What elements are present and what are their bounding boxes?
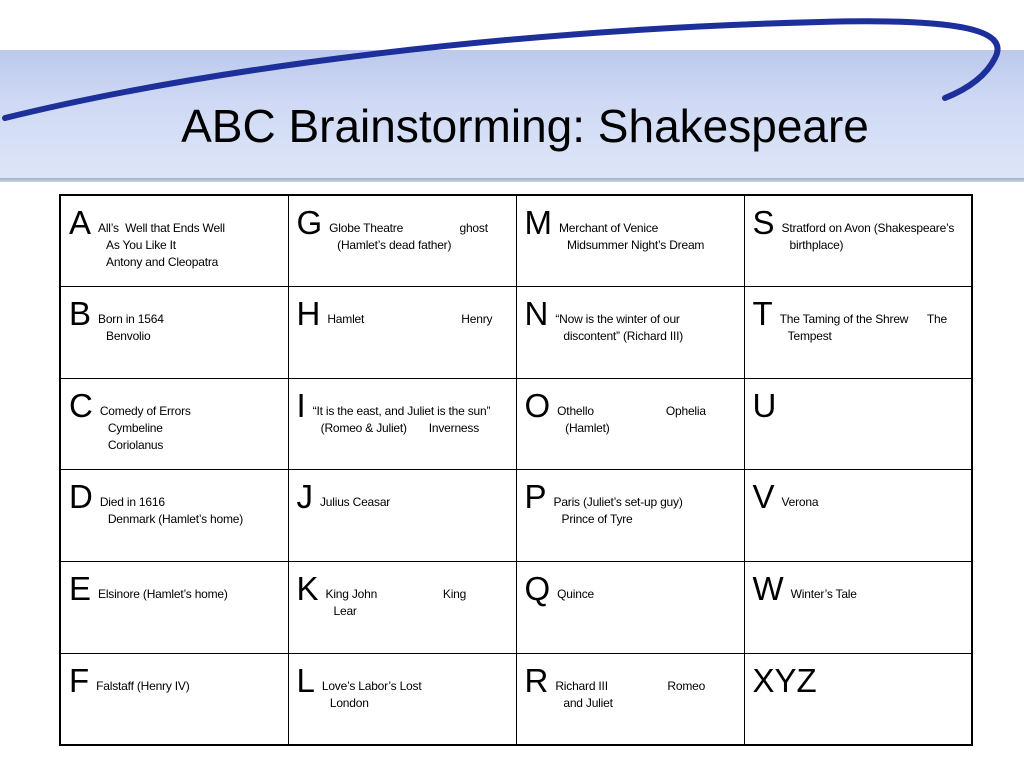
cell-content xyxy=(69,572,282,606)
cell-content xyxy=(752,386,966,424)
title-band-divider xyxy=(0,178,1024,182)
cell-entry-line: (Hamlet) xyxy=(565,420,610,435)
grid-cell xyxy=(516,562,744,654)
grid-row xyxy=(60,653,972,745)
grid-cell xyxy=(744,195,972,287)
cell-entries xyxy=(98,297,164,345)
cell-entries xyxy=(100,480,243,528)
cell-entry-line: Merchant of Venice xyxy=(559,221,659,235)
cell-entries xyxy=(791,572,857,603)
cell-entries xyxy=(329,206,488,254)
cell-entries xyxy=(313,389,491,437)
cell-entry-line: Stratford on Avon (Shakespeare’s xyxy=(781,221,955,235)
grid-cell xyxy=(744,378,972,470)
grid-cell xyxy=(60,562,288,654)
cell-letter: O xyxy=(524,386,551,424)
cell-entry-line: All’s Well that Ends Well xyxy=(98,221,225,235)
grid-cell xyxy=(744,653,972,745)
cell-letter: B xyxy=(69,295,92,333)
cell-letter: P xyxy=(524,478,547,516)
abc-grid-body xyxy=(60,195,972,745)
cell-content xyxy=(753,206,966,254)
cell-content xyxy=(297,297,510,331)
cell-entry-line: Elsinore (Hamlet’s home) xyxy=(98,587,228,602)
cell-letter: E xyxy=(69,570,92,608)
grid-cell xyxy=(516,378,744,470)
cell-content xyxy=(296,386,510,437)
cell-content xyxy=(524,661,738,712)
cell-entries xyxy=(96,664,189,695)
cell-entry-line: and Juliet xyxy=(563,695,613,710)
cell-letter: A xyxy=(69,204,92,241)
cell-entry-line: Othello Ophelia xyxy=(557,403,706,418)
cell-entry-line: “It is the east, and Juliet is the sun” xyxy=(312,403,491,418)
cell-entries xyxy=(557,572,594,603)
cell-content xyxy=(69,386,282,454)
cell-entry-line: discontent” (Richard III) xyxy=(563,329,684,344)
cell-letter: D xyxy=(69,478,93,516)
cell-entries xyxy=(326,572,467,620)
cell-letter: H xyxy=(296,295,321,333)
cell-letter: U xyxy=(752,386,777,424)
cell-content xyxy=(296,661,510,712)
cell-entries xyxy=(98,572,228,603)
cell-entry-line: As You Like It xyxy=(106,238,176,252)
cell-letter: W xyxy=(752,570,784,608)
grid-row xyxy=(60,378,972,470)
grid-cell xyxy=(288,562,516,654)
grid-cell xyxy=(288,653,516,745)
cell-entry-line: Love’s Labor’s Lost xyxy=(321,678,422,693)
cell-entries xyxy=(559,206,704,254)
cell-entry-line: London xyxy=(329,695,369,710)
cell-entry-line: Hamlet Henry xyxy=(327,312,493,327)
cell-entry-line: Verona xyxy=(781,495,819,510)
cell-content xyxy=(753,297,966,345)
cell-entry-line: Coriolanus xyxy=(107,437,164,452)
grid-row xyxy=(60,287,972,379)
cell-content xyxy=(69,297,282,345)
cell-letter: G xyxy=(296,204,323,241)
cell-entry-line: The Taming of the Shrew The xyxy=(779,312,947,327)
cell-entry-line: Richard III Romeo xyxy=(555,678,706,693)
grid-cell xyxy=(288,378,516,470)
cell-entry-line: Denmark (Hamlet’s home) xyxy=(107,512,244,527)
cell-letter: V xyxy=(752,478,775,516)
cell-letter: N xyxy=(524,295,549,333)
cell-entry-line: Antony and Cleopatra xyxy=(106,255,219,269)
cell-entries xyxy=(780,297,947,345)
cell-content xyxy=(297,480,510,514)
cell-entry-line: Winter’s Tale xyxy=(790,587,857,602)
cell-entry-line: Midsummer Night’s Dream xyxy=(567,238,705,252)
grid-row xyxy=(60,195,972,287)
grid-cell xyxy=(516,470,744,562)
cell-content xyxy=(525,572,738,606)
cell-entry-line: Paris (Juliet’s set-up guy) xyxy=(553,495,683,510)
cell-entry-line: Died in 1616 xyxy=(99,495,165,510)
cell-entry-line: birthplace) xyxy=(789,238,844,252)
grid-cell xyxy=(516,195,744,287)
cell-entries xyxy=(557,389,706,437)
cell-letter: XYZ xyxy=(752,661,817,699)
cell-content xyxy=(525,206,738,254)
cell-entry-line: Comedy of Errors xyxy=(99,403,191,418)
cell-entries xyxy=(98,206,225,271)
cell-entry-line: King John King xyxy=(325,587,467,602)
cell-content xyxy=(525,297,738,345)
cell-entry-line: (Romeo & Juliet) Inverness xyxy=(320,420,479,435)
cell-content xyxy=(69,206,282,271)
cell-letter: R xyxy=(524,661,549,699)
cell-entry-line: Quince xyxy=(557,587,594,602)
grid-cell xyxy=(744,562,972,654)
cell-entries xyxy=(554,480,683,528)
cell-entries xyxy=(320,480,390,511)
grid-cell xyxy=(288,195,516,287)
cell-entry-line: Globe Theatre ghost xyxy=(329,221,488,235)
cell-letter: F xyxy=(69,661,90,699)
cell-letter: K xyxy=(296,570,319,608)
cell-entry-line: Falstaff (Henry IV) xyxy=(96,678,190,693)
grid-cell xyxy=(60,470,288,562)
grid-cell xyxy=(516,653,744,745)
grid-cell xyxy=(744,470,972,562)
cell-entries xyxy=(555,297,683,345)
cell-entry-line: Cymbeline xyxy=(107,420,163,435)
grid-cell xyxy=(60,287,288,379)
grid-cell xyxy=(288,287,516,379)
cell-entry-line: Born in 1564 xyxy=(98,312,164,327)
cell-entry-line: Benvolio xyxy=(106,329,151,344)
grid-cell xyxy=(516,287,744,379)
cell-entries xyxy=(100,389,191,454)
cell-content xyxy=(752,661,966,699)
cell-content xyxy=(297,572,510,620)
cell-letter: Q xyxy=(524,570,551,608)
cell-content xyxy=(753,572,966,606)
cell-entries xyxy=(327,297,492,328)
cell-entry-line: Julius Ceasar xyxy=(320,495,391,510)
cell-entry-line: Tempest xyxy=(787,329,832,344)
grid-cell xyxy=(288,470,516,562)
cell-content xyxy=(524,386,738,437)
cell-content xyxy=(753,480,966,514)
cell-content xyxy=(297,206,510,254)
grid-cell xyxy=(744,287,972,379)
grid-row xyxy=(60,562,972,654)
cell-entry-line: Prince of Tyre xyxy=(561,512,633,527)
cell-letter: C xyxy=(69,386,93,424)
cell-letter: J xyxy=(296,478,313,516)
cell-entry-line: (Hamlet’s dead father) xyxy=(337,238,452,252)
cell-entries xyxy=(782,206,955,254)
cell-letter: L xyxy=(296,661,315,699)
slide-title: ABC Brainstorming: Shakespeare xyxy=(181,100,869,152)
cell-content xyxy=(525,480,738,528)
cell-letter: T xyxy=(752,295,773,333)
grid-row xyxy=(60,470,972,562)
cell-letter: S xyxy=(752,204,775,241)
cell-entries xyxy=(322,664,422,712)
cell-entries xyxy=(782,480,819,511)
cell-letter: M xyxy=(524,204,552,241)
cell-entry-line: “Now is the winter of our xyxy=(555,312,680,327)
cell-content xyxy=(69,661,282,699)
cell-entries xyxy=(555,664,705,712)
grid-cell xyxy=(60,653,288,745)
cell-entry-line: Lear xyxy=(333,604,357,619)
abc-grid xyxy=(59,194,973,746)
cell-letter: I xyxy=(296,386,306,424)
grid-cell xyxy=(60,378,288,470)
cell-content xyxy=(69,480,282,528)
grid-cell xyxy=(60,195,288,287)
